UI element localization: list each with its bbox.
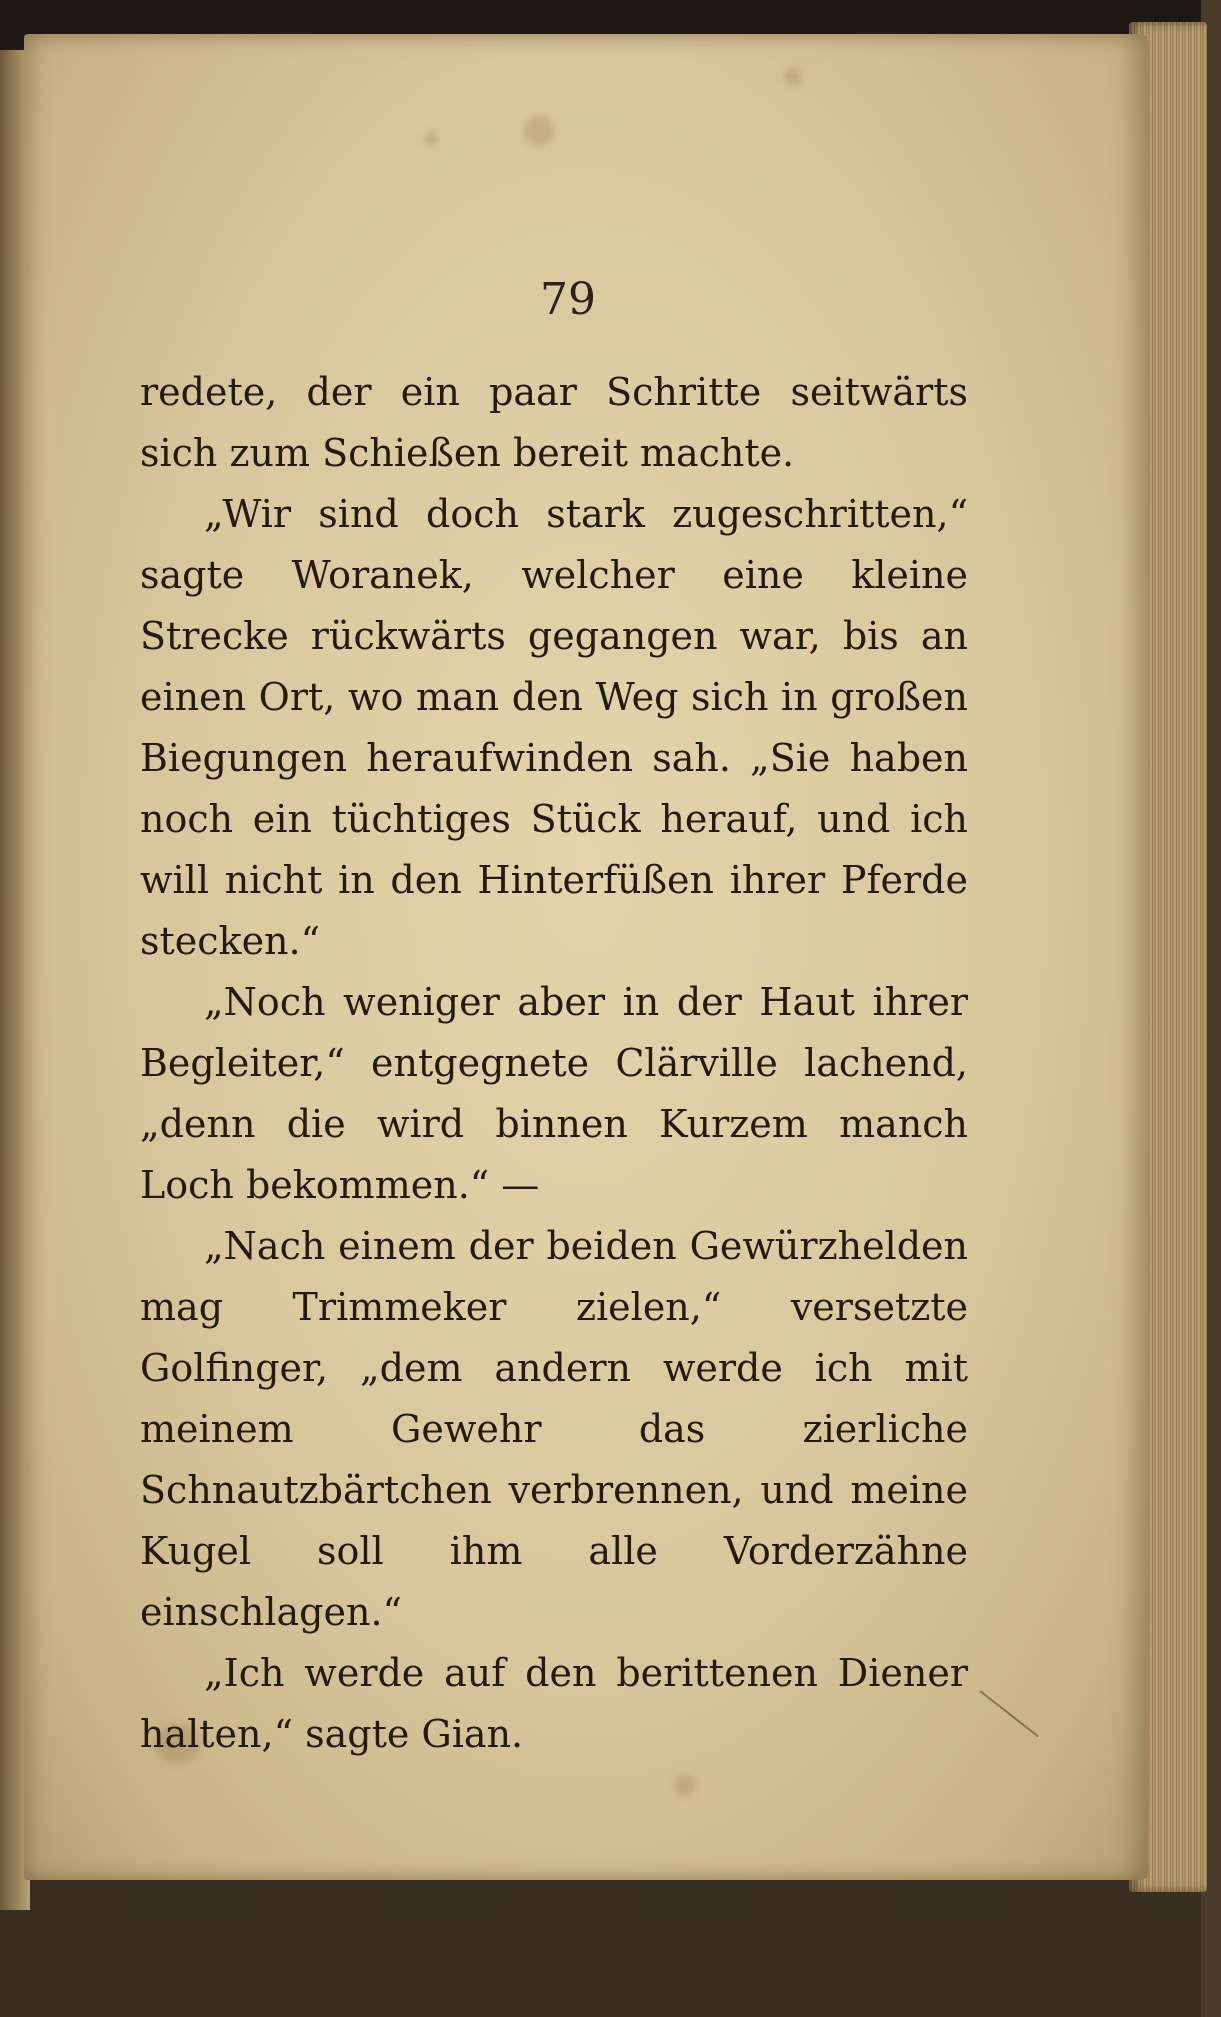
page-number: 79 (540, 274, 596, 325)
book-page (24, 34, 1148, 1880)
paper-stain (524, 116, 554, 146)
paper-stain (424, 132, 438, 146)
paragraph: „Wir sind doch stark zugeschritten,“ sagte Woranek, welcher eine kleine Strecke rückwärts gegangen war, bis an einen Ort, wo man den Weg sich in großen Biegungen heraufwinden sah. „Sie haben noch ein tüchtiges Stück herauf, und ich will nicht in den Hinterfüßen ihrer Pferde stecken.“ (140, 492, 968, 963)
paragraph: „Ich werde auf den berittenen Diener halten,“ sagte Gian. (140, 1651, 968, 1756)
paragraph: „Nach einem der beiden Gewürzhelden mag Trimmeker zielen,“ versetzte Golfinger, „dem andern werde ich mit meinem Gewehr das zierliche Schnautzbärtchen verbrennen, und meine Kugel soll ihm alle Vorderzähne einschlagen.“ (140, 1224, 968, 1634)
paper-stain (674, 1774, 696, 1796)
paragraph: „Noch weniger aber in der Haut ihrer Begleiter,“ entgegnete Clärville lachend, „denn die wird binnen Kurzem manch Loch bekommen.“ — (140, 980, 968, 1207)
body-text (140, 362, 968, 1765)
paper-stain (784, 68, 802, 86)
paragraph: redete, der ein paar Schritte seitwärts sich zum Schießen bereit machte. (140, 370, 968, 475)
